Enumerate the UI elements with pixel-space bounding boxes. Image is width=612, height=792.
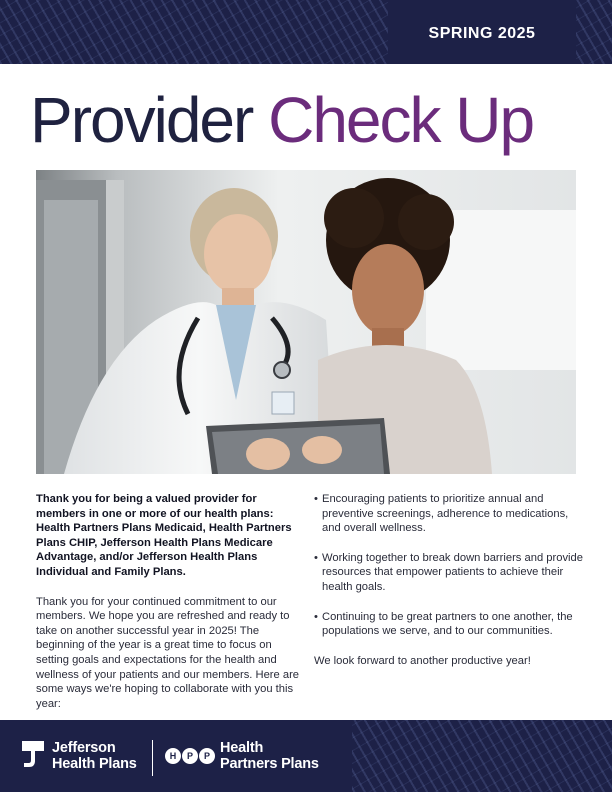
header-band bbox=[0, 0, 612, 64]
hpp-line-1: Health bbox=[220, 740, 264, 756]
hpp-logo bbox=[165, 740, 319, 772]
bullet-item bbox=[314, 610, 584, 639]
season-label: SPRING 2025 bbox=[428, 25, 536, 42]
right-column bbox=[314, 492, 584, 668]
bullet-item bbox=[314, 492, 584, 536]
bullet-text: Encouraging patients to prioritize annual and preventive screenings, adherence to medications, and overall wellness. bbox=[322, 493, 569, 535]
body-paragraph: Thank you for your continued commitment to our members. We hope you are refreshed and ready to take on another successful year in 2025! The beginning of the year is a great time to focus on setting goals and expectations for the health and wellness of your patients and our members. Here are some ways we're hoping to collaborate with you this year: bbox=[36, 595, 300, 710]
hpp-letter: P bbox=[182, 748, 198, 764]
jefferson-logo bbox=[22, 740, 137, 772]
title-part-provider: Provider bbox=[30, 84, 253, 156]
bullet-text: Continuing to be great partners to one another, the populations we serve, and to our communities. bbox=[322, 610, 573, 638]
bullet-dot: • bbox=[314, 493, 318, 505]
jefferson-mark-icon bbox=[22, 741, 44, 771]
season-badge bbox=[388, 0, 576, 64]
bullet-item bbox=[314, 551, 584, 595]
hpp-line-2: Partners Plans bbox=[220, 756, 319, 772]
footer-divider bbox=[152, 740, 153, 776]
closing-line: We look forward to another productive year! bbox=[314, 654, 531, 667]
bullet-dot: • bbox=[314, 551, 318, 564]
newsletter-title bbox=[30, 80, 590, 160]
intro-paragraph: Thank you for being a valued provider for members in one or more of our health plans: Health Partners Plans Medicaid, Health Partners Plans CHIP, Jefferson Health Plans Medicare Advantage, and/or Jefferson Health Plans Individual and Family Plans. bbox=[36, 493, 292, 578]
jefferson-line-1: Jefferson bbox=[52, 740, 116, 756]
left-column bbox=[36, 492, 300, 711]
hpp-wordmark bbox=[220, 740, 319, 772]
hpp-letter: H bbox=[165, 748, 181, 764]
hero-photo bbox=[36, 170, 576, 474]
hpp-mark-icon bbox=[165, 748, 216, 764]
title-part-checkup: Check Up bbox=[268, 84, 534, 156]
bullet-text: Working together to break down barriers and provide resources that empower patients to achieve their health goals. bbox=[322, 551, 583, 593]
jefferson-line-2: Health Plans bbox=[52, 756, 137, 772]
jefferson-wordmark bbox=[52, 740, 137, 772]
hpp-letter: P bbox=[199, 748, 215, 764]
bullet-dot: • bbox=[314, 610, 318, 623]
